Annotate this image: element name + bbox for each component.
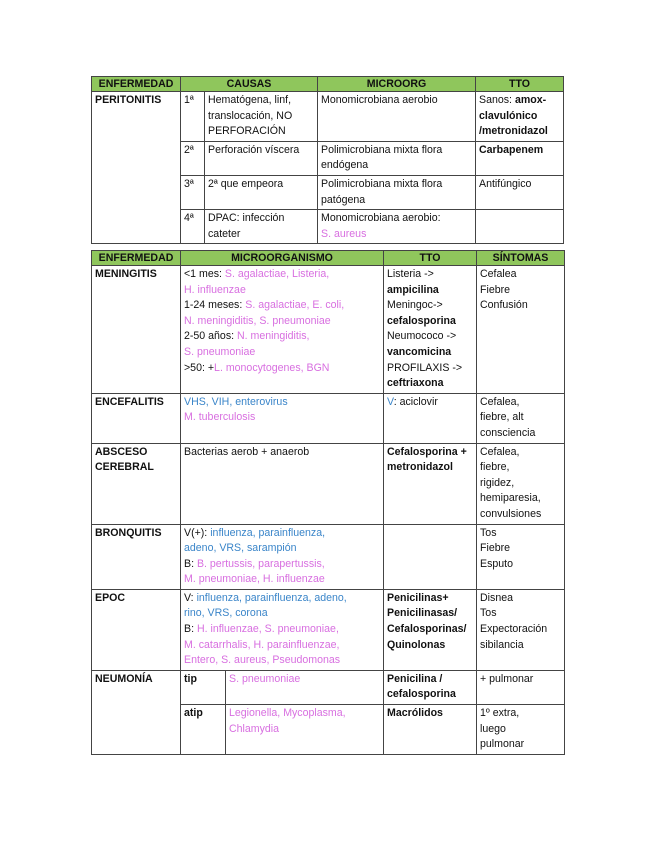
micro-cell: Bacterias aerob + anaerob — [181, 443, 384, 524]
table-row — [92, 266, 565, 394]
header-causas: CAUSAS — [181, 77, 318, 92]
tto-cell: Listeria -> ampicilina Meningoc-> cefalosporina Neumococo -> vancomicina PROFILAXIS -> ceftriaxona — [384, 266, 477, 394]
cause-cell: DPAC: infección cateter — [205, 210, 318, 244]
cause-cell: Hematógena, linf, translocación, NO PERFORACIÓN — [205, 92, 318, 142]
disease-absceso-cerebral: ABSCESO CEREBRAL — [92, 443, 181, 524]
symptoms-cell: Tos Fiebre Esputo — [477, 524, 565, 589]
micro-cell: Monomicrobiana aerobio: S. aureus — [318, 210, 476, 244]
symptoms-cell: Cefalea, fiebre, alt consciencia — [477, 393, 565, 443]
table-row — [92, 92, 564, 142]
cause-number: 1ª — [181, 92, 205, 142]
header-microorg: MICROORG — [318, 77, 476, 92]
tto-cell: Carbapenem — [476, 141, 564, 175]
tto-cell: Cefalosporina + metronidazol — [384, 443, 477, 524]
micro-cell: VHS, VIH, enterovirus M. tuberculosis — [181, 393, 384, 443]
tto-cell — [476, 210, 564, 244]
disease-peritonitis: PERITONITIS — [92, 92, 181, 244]
micro-cell: Monomicrobiana aerobio — [318, 92, 476, 142]
micro-cell: V: influenza, parainfluenza, adeno, rino, VRS, corona B: H. influenzae, S. pneumoniae, M. catarrhalis, H. parainfluenzae, Entero, S. aureus, Pseudomonas — [181, 589, 384, 670]
header-enfermedad: ENFERMEDAD — [92, 251, 181, 266]
tto-cell: V: aciclovir — [384, 393, 477, 443]
cause-number: 2ª — [181, 141, 205, 175]
disease-encefalitis: ENCEFALITIS — [92, 393, 181, 443]
disease-meningitis: MENINGITIS — [92, 266, 181, 394]
header-row — [92, 77, 564, 92]
table-row — [92, 589, 565, 670]
disease-neumonia: NEUMONÍA — [92, 670, 181, 754]
disease-epoc: EPOC — [92, 589, 181, 670]
cause-cell: Perforación víscera — [205, 141, 318, 175]
tto-cell: Macrólidos — [384, 705, 477, 755]
symptoms-cell: Cefalea, fiebre, rigidez, hemiparesia, convulsiones — [477, 443, 565, 524]
table-row — [92, 670, 565, 704]
symptoms-cell: Disnea Tos Expectoración sibilancia — [477, 589, 565, 670]
micro-cell: S. pneumoniae — [226, 670, 384, 704]
peritonitis-table — [91, 76, 564, 244]
header-microorganismo: MICROORGANISMO — [181, 251, 384, 266]
header-tto: TTO — [384, 251, 477, 266]
cause-cell: 2ª que empeora — [205, 175, 318, 209]
symptoms-cell: Cefalea Fiebre Confusión — [477, 266, 565, 394]
disease-bronquitis: BRONQUITIS — [92, 524, 181, 589]
micro-cell: <1 mes: S. agalactiae, Listeria, H. influenzae 1-24 meses: S. agalactiae, E. coli, N. meningiditis, S. pneumoniae 2-50 años: N. meningiditis, S. pneumoniae >50: +L. monocytogenes, BGN — [181, 266, 384, 394]
symptoms-cell: + pulmonar — [477, 670, 565, 704]
tto-cell: Penicilina / cefalosporina — [384, 670, 477, 704]
tto-cell: Antifúngico — [476, 175, 564, 209]
header-tto: TTO — [476, 77, 564, 92]
table-row — [92, 443, 565, 524]
table-row — [92, 524, 565, 589]
tto-cell: Sanos: amox- clavulónico /metronidazol — [476, 92, 564, 142]
tto-cell: Penicilinas+ Penicilinasas/ Cefalosporinas/ Quinolonas — [384, 589, 477, 670]
neumonia-type-tip: tip — [181, 670, 226, 704]
tto-cell — [384, 524, 477, 589]
micro-cell: Polimicrobiana mixta flora endógena — [318, 141, 476, 175]
cause-number: 3ª — [181, 175, 205, 209]
micro-cell: Polimicrobiana mixta flora patógena — [318, 175, 476, 209]
symptoms-cell: 1º extra, luego pulmonar — [477, 705, 565, 755]
micro-cell: V(+): influenza, parainfluenza, adeno, VRS, sarampión B: B. pertussis, parapertussis, M. pneumoniae, H. influenzae — [181, 524, 384, 589]
cause-number: 4ª — [181, 210, 205, 244]
header-enfermedad: ENFERMEDAD — [92, 77, 181, 92]
header-row — [92, 251, 565, 266]
infections-table — [91, 250, 565, 755]
table-row — [92, 393, 565, 443]
neumonia-type-atip: atip — [181, 705, 226, 755]
header-sintomas: SÍNTOMAS — [477, 251, 565, 266]
micro-cell: Legionella, Mycoplasma, Chlamydia — [226, 705, 384, 755]
